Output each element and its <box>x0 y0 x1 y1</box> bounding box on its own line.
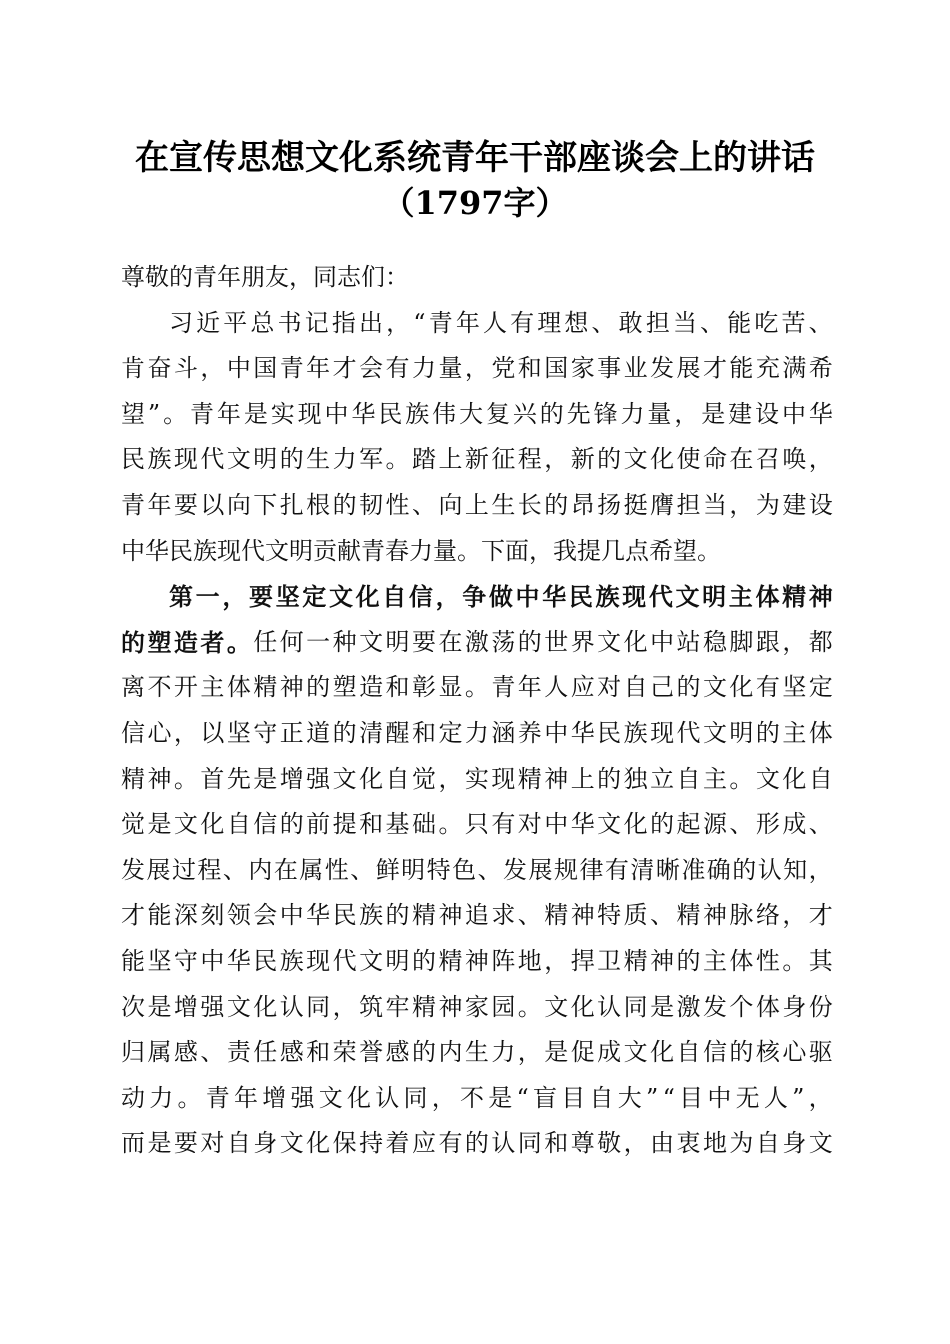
body-line: 归 属 感 、 责 任 感 和 荣 誉 感 的 内 生 力 ， 是 促 成 文 化 自 信 的 核 心 驱 <box>121 1038 833 1067</box>
body-line: 动 力 。 青 年 增 强 文 化 认 同 ， 不 是 “ 盲 目 自 大 ” “ 目 中 无 人 ” ， <box>121 1083 833 1112</box>
body-line: 才 能 深 刻 领 会 中 华 民 族 的 精 神 追 求 、 精 神 特 质 、 精 神 脉 络 ， 才 <box>121 901 833 930</box>
document-word-count: （1797字） <box>382 184 568 222</box>
body-line: 次 是 增 强 文 化 认 同 ， 筑 牢 精 神 家 园 。 文 化 认 同 是 激 发 个 体 身 份 <box>121 992 833 1021</box>
body-line: 第 一 ， 要 坚 定 文 化 自 信 ， 争 做 中 华 民 族 现 代 文 明 主 体 精 神 <box>169 582 833 612</box>
body-line: 信 心 ， 以 坚 守 正 道 的 清 醒 和 定 力 涵 养 中 华 民 族 现 代 文 明 的 主 体 <box>121 718 833 747</box>
body-line: 望 ” 。 青 年 是 实 现 中 华 民 族 伟 大 复 兴 的 先 锋 力 量 ， 是 建 设 中 华 <box>121 399 833 428</box>
body-line: 青 年 要 以 向 下 扎 根 的 韧 性 、 向 上 生 长 的 昂 扬 挺 膺 担 当 ， 为 建 设 <box>121 490 833 519</box>
body-line: 觉 是 文 化 自 信 的 前 提 和 基 础 。 只 有 对 中 华 文 化 的 起 源 、 形 成 、 <box>121 810 833 839</box>
body-line: 习 近 平 总 书 记 指 出 ， “ 青 年 人 有 理 想 、 敢 担 当 、 能 吃 苦 、 <box>169 308 833 337</box>
body-line: 中 华 民 族 现 代 文 明 贡 献 青 春 力 量 。 下 面 ， 我 提 几 点 希 望 。 <box>121 536 721 565</box>
body-line: 民 族 现 代 文 明 的 生 力 军 。 踏 上 新 征 程 ， 新 的 文 化 使 命 在 召 唤 ， <box>121 445 833 474</box>
body-line: 的 塑 造 者 。 任 何 一 种 文 明 要 在 激 荡 的 世 界 文 化 中 站 稳 脚 跟 ， 都 <box>121 627 833 657</box>
body-line: 而 是 要 对 自 身 文 化 保 持 着 应 有 的 认 同 和 尊 敬 ， 由 衷 地 为 自 身 文 <box>121 1129 833 1158</box>
body-line: 发 展 过 程 、 内 在 属 性 、 鲜 明 特 色 、 发 展 规 律 有 清 晰 准 确 的 认 知 ， <box>121 855 833 884</box>
document-body <box>121 255 833 1167</box>
document-title: 在宣传思想文化系统青年干部座谈会上的讲话 <box>135 138 815 178</box>
body-line: 离 不 开 主 体 精 神 的 塑 造 和 彰 显 。 青 年 人 应 对 自 己 的 文 化 有 坚 定 <box>121 673 833 702</box>
body-line: 能 坚 守 中 华 民 族 现 代 文 明 的 精 神 阵 地 ， 捍 卫 精 神 的 主 体 性 。 其 <box>121 946 833 975</box>
body-line: 肯 奋 斗 ， 中 国 青 年 才 会 有 力 量 ， 党 和 国 家 事 业 发 展 才 能 充 满 希 <box>121 354 833 383</box>
salutation: 尊敬的青年朋友，同志们： <box>121 263 409 291</box>
body-line: 精 神 。 首 先 是 增 强 文 化 自 觉 ， 实 现 精 神 上 的 独 立 自 主 。 文 化 自 <box>121 764 833 793</box>
